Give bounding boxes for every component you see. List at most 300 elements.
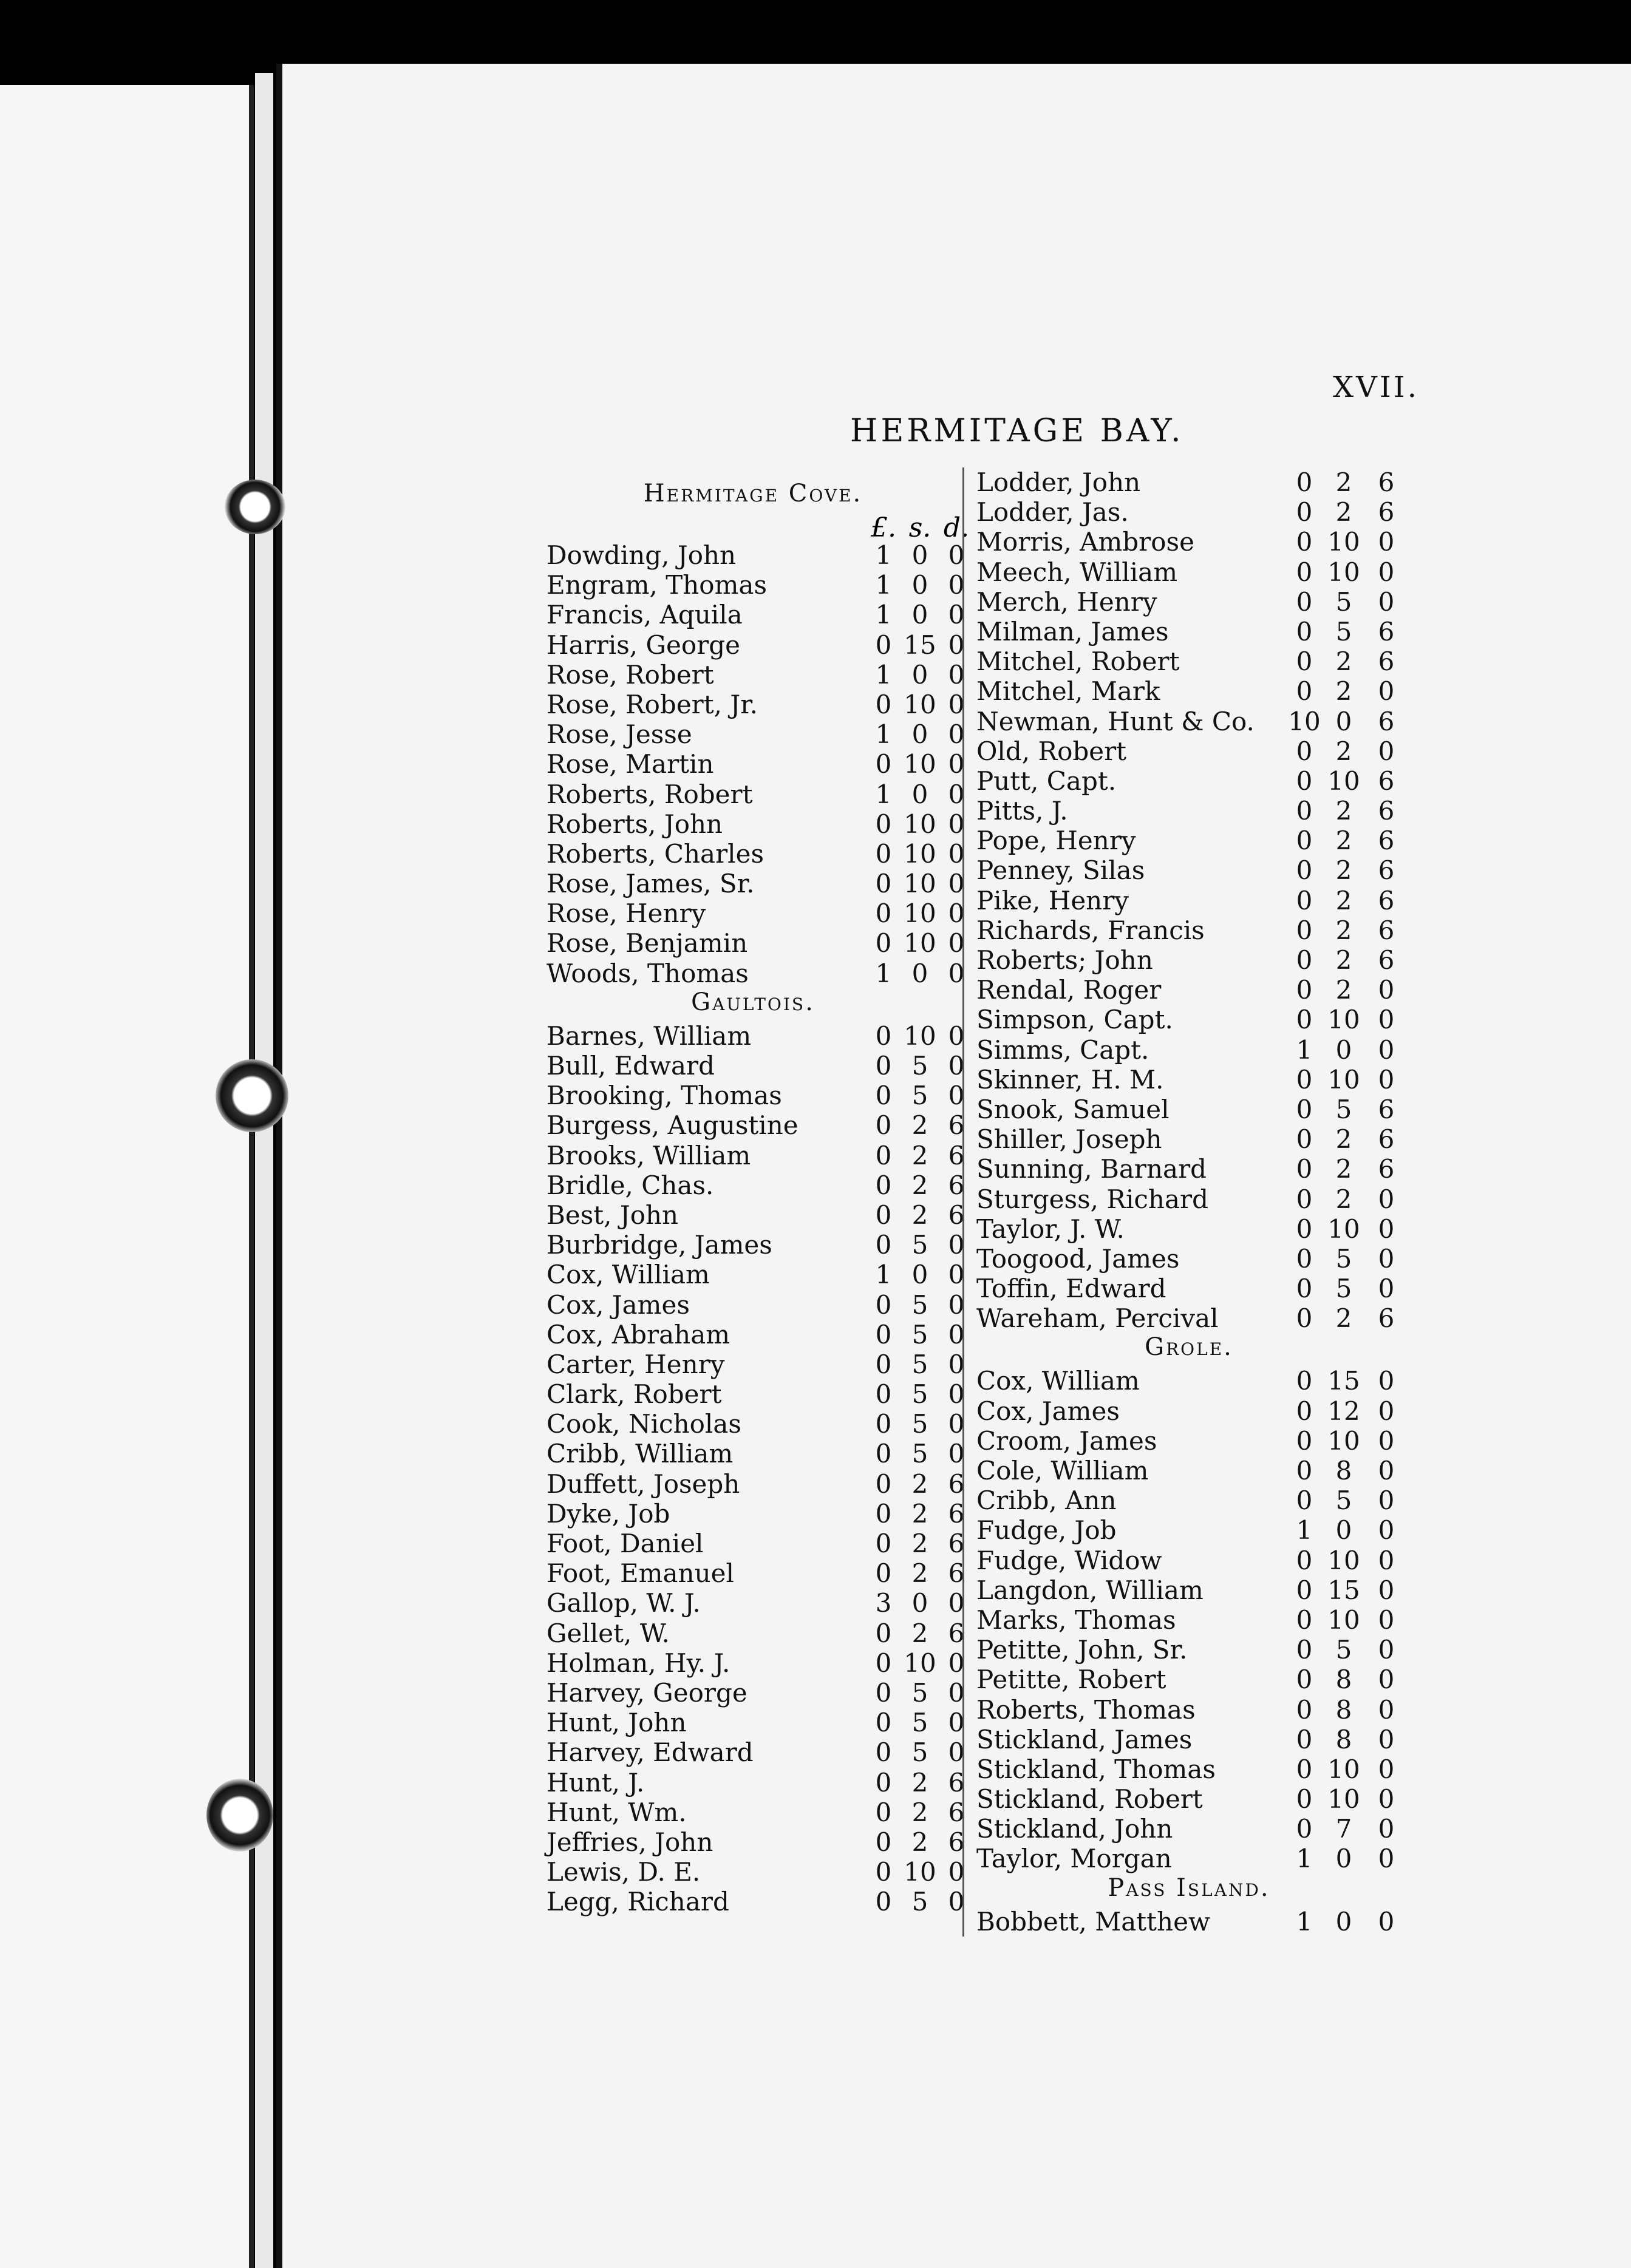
pounds-value: 0 (1296, 975, 1313, 1005)
subscriber-name: Woods, Thomas (547, 958, 749, 988)
pounds-value: 0 (875, 1110, 892, 1141)
ledger-row (964, 796, 1414, 826)
pence-value: 6 (1378, 766, 1395, 796)
shillings-value: 10 (1327, 1545, 1360, 1575)
subscriber-name: Roberts; John (976, 945, 1153, 975)
shillings-value: 10 (1327, 557, 1360, 587)
pence-value: 6 (1378, 497, 1395, 528)
pounds-value: 0 (1296, 1456, 1313, 1485)
subscriber-name: Burbridge, James (547, 1230, 772, 1260)
subscriber-name: Rose, Jesse (547, 719, 692, 750)
pounds-value: 0 (875, 1737, 892, 1768)
ledger-row (534, 1768, 972, 1798)
pounds-value: 1 (875, 659, 892, 690)
subscriber-name: Cook, Nicholas (547, 1409, 741, 1439)
pence-value: 0 (948, 838, 965, 869)
pounds-value: 1 (1296, 1034, 1313, 1065)
ledger-row (964, 736, 1414, 766)
shillings-value: 2 (911, 1558, 928, 1589)
subscriber-name: Pope, Henry (976, 826, 1136, 856)
pence-value: 6 (1378, 616, 1395, 647)
pounds-value: 0 (875, 1230, 892, 1260)
pounds-value: 0 (1296, 826, 1313, 856)
shillings-value: 5 (911, 1708, 928, 1738)
subscriber-name: Cox, William (976, 1366, 1140, 1396)
ledger-row (534, 1230, 972, 1260)
pence-value: 0 (948, 1319, 965, 1350)
shillings-value: 2 (1335, 796, 1352, 826)
pounds-value: 0 (1296, 1665, 1313, 1695)
ledger-row (534, 1558, 972, 1588)
ledger-row (964, 1907, 1414, 1937)
pence-value: 0 (948, 630, 965, 660)
subscriber-name: Bridle, Chas. (547, 1170, 714, 1200)
pence-value: 0 (1378, 1515, 1395, 1546)
pounds-value: 0 (1296, 1425, 1313, 1456)
ledger-row (534, 1588, 972, 1618)
shillings-value: 10 (904, 838, 936, 869)
facing-page-edge (0, 85, 254, 2268)
pence-value: 0 (1378, 1814, 1395, 1844)
pounds-value: 0 (1296, 885, 1313, 915)
subscriber-name: Old, Robert (976, 736, 1127, 766)
subscriber-name: Brooks, William (547, 1140, 751, 1170)
subscriber-name: Pitts, J. (976, 796, 1068, 826)
pounds-value: 0 (1296, 1274, 1313, 1304)
pence-value: 6 (948, 1498, 965, 1529)
ledger-row (534, 1379, 972, 1409)
shillings-value: 0 (1335, 1515, 1352, 1546)
ledger-row (964, 1005, 1414, 1034)
shillings-value: 5 (1335, 1635, 1352, 1665)
subscriber-name: Petitte, Robert (976, 1665, 1166, 1695)
pence-value: 0 (948, 1677, 965, 1708)
shillings-value: 5 (1335, 1274, 1352, 1304)
shillings-value: 5 (911, 1887, 928, 1917)
pounds-value: 0 (1296, 915, 1313, 945)
ledger-row (964, 527, 1414, 557)
pounds-value: 0 (875, 630, 892, 660)
shillings-value: 10 (1327, 766, 1360, 796)
section-heading: Grole. (1145, 1333, 1233, 1362)
ledger-row (964, 766, 1414, 796)
pence-value: 0 (1378, 1366, 1395, 1396)
ledger-row (534, 600, 972, 630)
subscriber-name: Sturgess, Richard (976, 1184, 1208, 1214)
shillings-value: 10 (1327, 1784, 1360, 1815)
pounds-value: 0 (1296, 1575, 1313, 1605)
shillings-value: 2 (1335, 1184, 1352, 1214)
shillings-value: 2 (911, 1618, 928, 1648)
pence-value: 6 (1378, 1124, 1395, 1155)
shillings-value: 0 (1335, 1906, 1352, 1937)
ledger-row (964, 1303, 1414, 1333)
pounds-value: 0 (1296, 1094, 1313, 1124)
ledger-row (534, 1827, 972, 1857)
pence-value: 0 (948, 1230, 965, 1260)
pounds-value: 0 (1296, 1545, 1313, 1575)
shillings-value: 2 (1335, 975, 1352, 1005)
ledger-row (964, 1396, 1414, 1426)
pence-value: 0 (948, 749, 965, 779)
pounds-value: 0 (875, 749, 892, 779)
ledger-row (964, 975, 1414, 1005)
shillings-value: 2 (1335, 1124, 1352, 1155)
subscriber-name: Gallop, W. J. (547, 1588, 701, 1618)
ledger-row (534, 1051, 972, 1081)
shillings-value: 5 (911, 1081, 928, 1111)
ledger-row (964, 676, 1414, 706)
section-heading: Gaultois. (691, 988, 815, 1016)
ledger-row (534, 809, 972, 839)
subscriber-name: Lodder, John (976, 467, 1141, 497)
ledger-row (964, 1214, 1414, 1244)
subscriber-name: Simpson, Capt. (976, 1005, 1173, 1035)
ledger-row (964, 1546, 1414, 1575)
unit-l: £. (871, 512, 896, 543)
subscriber-name: Snook, Samuel (976, 1094, 1170, 1124)
pounds-value: 0 (875, 1648, 892, 1678)
subscriber-name: Stickland, Thomas (976, 1754, 1216, 1784)
ledger-row (964, 1784, 1414, 1814)
ledger-row (534, 1648, 972, 1678)
pounds-value: 1 (875, 1260, 892, 1290)
pounds-value: 1 (875, 540, 892, 570)
pounds-value: 0 (1296, 1694, 1313, 1725)
subscriber-name: Roberts, John (547, 809, 723, 839)
pounds-value: 0 (875, 1529, 892, 1558)
shillings-value: 10 (1327, 1005, 1360, 1035)
ledger-row (964, 1605, 1414, 1635)
shillings-value: 0 (1335, 1844, 1352, 1874)
pence-value: 6 (948, 1529, 965, 1558)
pounds-value: 0 (1296, 1814, 1313, 1844)
shillings-value: 5 (1335, 1243, 1352, 1274)
unit-s: s. (908, 512, 931, 543)
pence-value: 0 (1378, 736, 1395, 766)
subscriber-name: Croom, James (976, 1425, 1157, 1456)
subscriber-name: Rose, Robert, Jr. (547, 689, 758, 719)
shillings-value: 5 (1335, 1485, 1352, 1516)
pence-value: 0 (948, 659, 965, 690)
shillings-value: 2 (911, 1827, 928, 1857)
ledger-row (964, 1244, 1414, 1274)
ledger-row (534, 1290, 972, 1320)
pence-value: 6 (948, 1200, 965, 1230)
ledger-row (534, 1021, 972, 1051)
subscriber-name: Dyke, Job (547, 1498, 670, 1529)
pounds-value: 0 (1296, 527, 1313, 557)
shillings-value: 5 (911, 1051, 928, 1081)
pence-value: 0 (948, 1708, 965, 1738)
subscriber-name: Cox, James (547, 1289, 690, 1320)
pence-value: 6 (1378, 915, 1395, 945)
pence-value: 0 (1378, 527, 1395, 557)
shillings-value: 2 (911, 1767, 928, 1798)
subscriber-name: Petitte, John, Sr. (976, 1635, 1188, 1665)
shillings-value: 0 (911, 659, 928, 690)
pounds-value: 0 (875, 928, 892, 959)
pence-value: 6 (1378, 826, 1395, 856)
ledger-row (964, 707, 1414, 736)
pence-value: 6 (948, 1797, 965, 1827)
pence-value: 0 (948, 1260, 965, 1290)
ledger-row (964, 1695, 1414, 1725)
pounds-value: 0 (875, 1200, 892, 1230)
subscriber-name: Roberts, Charles (547, 838, 764, 869)
scan-top-border (276, 0, 1631, 64)
subscriber-name: Langdon, William (976, 1575, 1204, 1605)
subscriber-name: Meech, William (976, 557, 1178, 587)
ledger-row (964, 915, 1414, 945)
ledger-row (964, 587, 1414, 617)
ledger-row (964, 1274, 1414, 1303)
subscriber-name: Hunt, J. (547, 1767, 645, 1798)
pounds-value: 0 (1296, 497, 1313, 528)
pence-value: 6 (948, 1767, 965, 1798)
subscriber-name: Harvey, George (547, 1677, 747, 1708)
pence-value: 0 (948, 779, 965, 809)
ledger-row (534, 1320, 972, 1350)
pounds-value: 0 (875, 1857, 892, 1887)
pence-value: 0 (1378, 557, 1395, 587)
subscriber-name: Newman, Hunt & Co. (976, 706, 1255, 736)
pence-value: 6 (1378, 1094, 1395, 1124)
shillings-value: 0 (911, 719, 928, 750)
pounds-value: 0 (1296, 1184, 1313, 1214)
pounds-value: 0 (875, 1468, 892, 1499)
subscriber-name: Cribb, William (547, 1439, 734, 1469)
pounds-value: 0 (1296, 616, 1313, 647)
pounds-value: 0 (875, 1887, 892, 1917)
ledger-row (964, 1725, 1414, 1754)
ledger-row (534, 1887, 972, 1917)
pounds-value: 0 (875, 1708, 892, 1738)
pounds-value: 0 (1296, 1754, 1313, 1784)
ledger-row (534, 1200, 972, 1230)
pounds-value: 0 (1296, 467, 1313, 497)
ledger-row (534, 1499, 972, 1529)
subscriber-name: Putt, Capt. (976, 766, 1117, 796)
subscriber-name: Wareham, Percival (976, 1303, 1219, 1334)
ledger-column-left (534, 480, 972, 1917)
subscriber-name: Simms, Capt. (976, 1034, 1149, 1065)
subscriber-name: Bobbett, Matthew (976, 1906, 1210, 1937)
shillings-value: 10 (1327, 1425, 1360, 1456)
ledger-column-right (962, 467, 1414, 1937)
shillings-value: 7 (1335, 1814, 1352, 1844)
subscriber-name: Penney, Silas (976, 855, 1145, 886)
pence-value: 0 (1378, 1545, 1395, 1575)
subscriber-name: Brooking, Thomas (547, 1081, 782, 1111)
shillings-value: 2 (911, 1200, 928, 1230)
pounds-value: 0 (875, 1319, 892, 1350)
pence-value: 0 (1378, 1485, 1395, 1516)
subscriber-name: Bull, Edward (547, 1051, 715, 1081)
ledger-row (964, 1665, 1414, 1694)
subscriber-name: Harvey, Edward (547, 1737, 754, 1768)
ledger-row (534, 1350, 972, 1379)
pence-value: 0 (948, 1648, 965, 1678)
subscriber-name: Rose, James, Sr. (547, 869, 755, 899)
ledger-row (534, 1141, 972, 1170)
ledger-row (964, 1366, 1414, 1396)
shillings-value: 5 (1335, 616, 1352, 647)
subscriber-name: Rose, Benjamin (547, 928, 748, 959)
pounds-value: 1 (875, 779, 892, 809)
pounds-value: 0 (1296, 736, 1313, 766)
pounds-value: 0 (1296, 796, 1313, 826)
shillings-value: 5 (911, 1677, 928, 1708)
subscriber-name: Cox, James (976, 1396, 1120, 1426)
shillings-value: 0 (911, 1588, 928, 1618)
ledger-row (964, 1515, 1414, 1545)
subscriber-name: Milman, James (976, 616, 1169, 647)
ledger-row (964, 1124, 1414, 1154)
ledger-row (964, 1456, 1414, 1485)
shillings-value: 12 (1327, 1396, 1360, 1426)
pence-value: 0 (948, 1051, 965, 1081)
pence-value: 0 (1378, 1754, 1395, 1784)
shillings-value: 2 (1335, 855, 1352, 886)
shillings-value: 0 (1335, 1034, 1352, 1065)
ledger-row (534, 1469, 972, 1499)
pounds-value: 0 (875, 1498, 892, 1529)
shillings-value: 8 (1335, 1665, 1352, 1695)
pounds-value: 1 (875, 600, 892, 630)
pence-value: 0 (1378, 1274, 1395, 1304)
pounds-value: 1 (875, 719, 892, 750)
subscriber-name: Taylor, Morgan (976, 1844, 1172, 1874)
subscriber-name: Holman, Hy. J. (547, 1648, 730, 1678)
subscriber-name: Stickland, John (976, 1814, 1173, 1844)
pence-value: 0 (1378, 1575, 1395, 1605)
pounds-value: 0 (875, 1349, 892, 1379)
pence-value: 0 (948, 1737, 965, 1768)
pounds-value: 0 (875, 689, 892, 719)
ledger-row (964, 1485, 1414, 1515)
ledger-row (964, 557, 1414, 587)
subscriber-name: Foot, Daniel (547, 1529, 704, 1558)
shillings-value: 5 (1335, 1094, 1352, 1124)
ledger-row (534, 1439, 972, 1468)
ledger-row (964, 647, 1414, 676)
shillings-value: 10 (904, 869, 936, 899)
ledger-row (964, 1426, 1414, 1456)
shillings-value: 15 (1327, 1366, 1360, 1396)
subscriber-name: Dowding, John (547, 540, 737, 570)
pounds-value: 1 (1296, 1906, 1313, 1937)
pence-value: 6 (1378, 467, 1395, 497)
ledger-row (534, 959, 972, 988)
pounds-value: 0 (875, 1827, 892, 1857)
pounds-value: 0 (875, 869, 892, 899)
pence-value: 0 (948, 1020, 965, 1051)
shillings-value: 2 (1335, 945, 1352, 975)
ledger-row (534, 1409, 972, 1439)
pence-value: 0 (1378, 1456, 1395, 1485)
pounds-value: 0 (875, 1618, 892, 1648)
subscriber-name: Merch, Henry (976, 586, 1157, 617)
shillings-value: 5 (911, 1289, 928, 1320)
page-folio: XVII. (1333, 370, 1420, 404)
shillings-value: 10 (904, 1020, 936, 1051)
pounds-value: 0 (1296, 1366, 1313, 1396)
ledger-row (534, 1170, 972, 1200)
ledger-row (534, 749, 972, 779)
shillings-value: 2 (911, 1170, 928, 1200)
pence-value: 0 (948, 1379, 965, 1410)
pence-value: 6 (1378, 1303, 1395, 1334)
shillings-value: 0 (911, 600, 928, 630)
pence-value: 0 (1378, 1665, 1395, 1695)
pence-value: 0 (948, 1349, 965, 1379)
pounds-value: 1 (875, 958, 892, 988)
pence-value: 0 (1378, 1184, 1395, 1214)
subscriber-name: Sunning, Barnard (976, 1154, 1207, 1184)
pence-value: 6 (948, 1618, 965, 1648)
pence-value: 0 (1378, 1425, 1395, 1456)
ledger-row (534, 630, 972, 660)
pounds-value: 0 (1296, 1396, 1313, 1426)
subscriber-name: Fudge, Job (976, 1515, 1117, 1546)
pounds-value: 0 (1296, 1784, 1313, 1815)
shillings-value: 10 (904, 1857, 936, 1887)
ledger-row (534, 869, 972, 898)
subscriber-name: Burgess, Augustine (547, 1110, 798, 1141)
pence-value: 6 (1378, 945, 1395, 975)
subscriber-name: Cole, William (976, 1456, 1149, 1485)
shillings-value: 10 (904, 898, 936, 929)
ledger-row (964, 617, 1414, 647)
ledger-row (964, 1635, 1414, 1665)
subscriber-name: Marks, Thomas (976, 1604, 1176, 1635)
shillings-value: 2 (1335, 885, 1352, 915)
ledger-row (964, 497, 1414, 527)
pence-value: 6 (948, 1558, 965, 1589)
pounds-value: 0 (1296, 1243, 1313, 1274)
shillings-value: 5 (911, 1349, 928, 1379)
pence-value: 6 (1378, 796, 1395, 826)
ledger-row (534, 719, 972, 749)
ledger-row (964, 1844, 1414, 1873)
pence-value: 0 (1378, 676, 1395, 707)
ledger-row (534, 1857, 972, 1887)
pounds-value: 0 (875, 1379, 892, 1410)
shillings-value: 10 (1327, 527, 1360, 557)
pounds-value: 0 (1296, 1214, 1313, 1244)
ledger-row (964, 1095, 1414, 1124)
ledger-row (534, 839, 972, 869)
pounds-value: 3 (875, 1588, 892, 1618)
ledger-row (534, 540, 972, 570)
ledger-row (534, 1737, 972, 1767)
section-heading: Pass Island. (1108, 1873, 1270, 1902)
ledger-row (534, 1678, 972, 1708)
subscriber-name: Fudge, Widow (976, 1545, 1162, 1575)
subscriber-name: Roberts, Robert (547, 779, 753, 809)
ledger-row (964, 855, 1414, 885)
subscriber-name: Foot, Emanuel (547, 1558, 734, 1589)
subscriber-name: Clark, Robert (547, 1379, 722, 1410)
subscriber-name: Rose, Robert (547, 659, 714, 690)
shillings-value: 10 (904, 809, 936, 839)
shillings-value: 0 (911, 540, 928, 570)
shillings-value: 8 (1335, 1724, 1352, 1754)
binding-hole-1-icon (225, 480, 285, 534)
pence-value: 0 (948, 898, 965, 929)
subscriber-name: Morris, Ambrose (976, 527, 1194, 557)
